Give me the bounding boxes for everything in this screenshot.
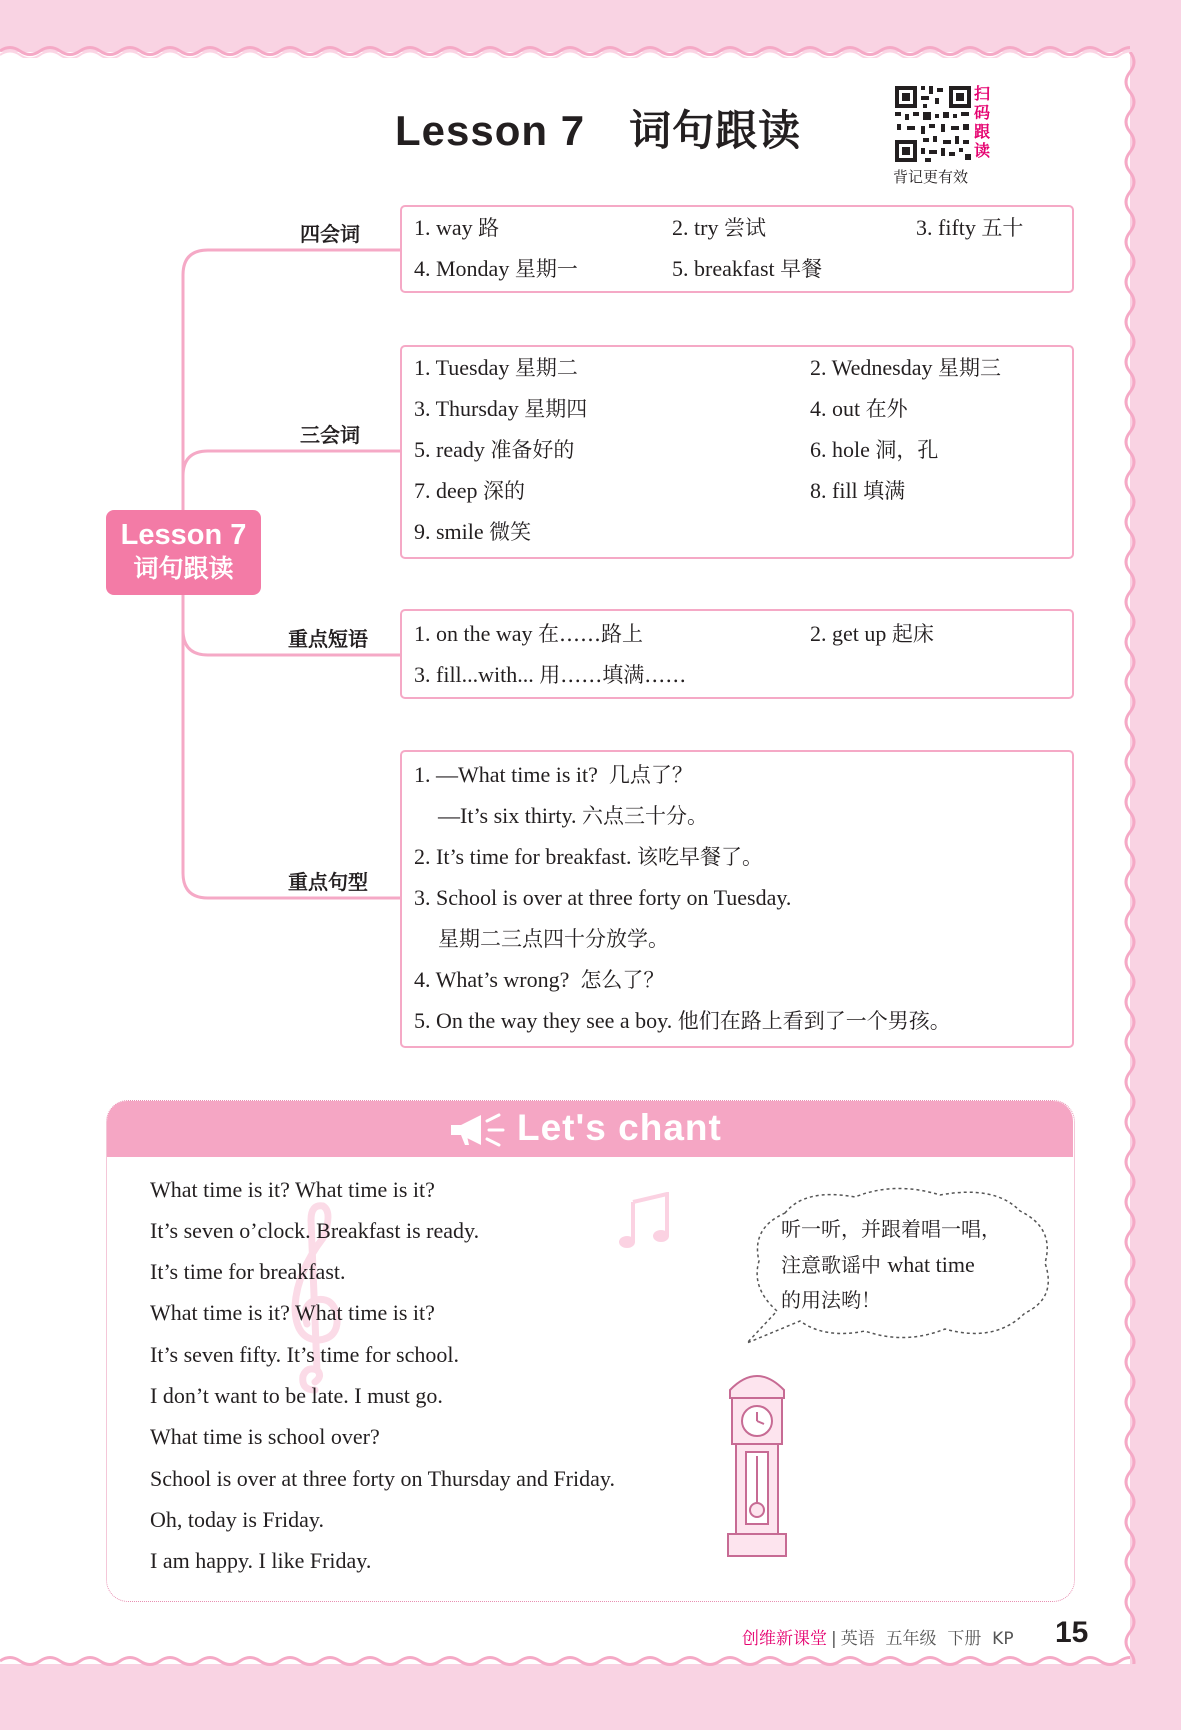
chant-line: What time is school over? [150, 1424, 380, 1449]
sentence-cn: 星期二三点四十分放学。 [438, 927, 669, 951]
vocab-en: 7. deep [414, 478, 478, 503]
vocab-en: 4. out [810, 396, 861, 421]
sentence-item [414, 965, 664, 995]
vocab-cn: 星期三 [937, 356, 1001, 380]
three-skill-box [400, 345, 1074, 559]
bubble-line: 听一听，并跟着唱一唱， [781, 1217, 1001, 1241]
sentence-cn: 六点三十分。 [582, 804, 709, 828]
vocab-item [414, 254, 578, 284]
phrase-item [414, 660, 686, 690]
vocab-en: 9. smile [414, 519, 484, 544]
megaphone-icon [447, 1111, 505, 1149]
footer-code: KP [992, 1629, 1014, 1649]
vocab-cn: 路 [478, 216, 500, 240]
phrase-item [810, 619, 934, 649]
center-node [106, 510, 261, 595]
sentence-item [438, 924, 669, 954]
chant-line: It’s seven o’clock. Breakfast is ready. [150, 1218, 480, 1243]
vocab-cn: 深的 [483, 479, 526, 503]
footer-brand: 创维新课堂 [742, 1629, 827, 1649]
vocab-en: 2. try [672, 215, 719, 240]
sentence-en: 3. School is over at three forty on Tuesday. [414, 885, 792, 910]
vocab-item [414, 213, 499, 243]
page-title [395, 98, 801, 158]
label-three-skill: 三会词 [300, 423, 360, 447]
center-node-line1: Lesson 7 [120, 519, 247, 551]
sentence-item [414, 883, 791, 913]
title-cn: 词句跟读 [629, 107, 802, 154]
chant-line: What time is it? What time is it? [150, 1300, 435, 1325]
vocab-item [810, 353, 1001, 383]
sentence-cn: 怎么了？ [580, 968, 665, 992]
vocab-en: 8. fill [810, 478, 858, 503]
phrases-box [400, 609, 1074, 699]
vocab-cn: 星期一 [514, 257, 578, 281]
sentence-cn: 该吃早餐了。 [637, 845, 763, 869]
phrase-cn: 在……路上 [538, 622, 644, 646]
vocab-item [414, 476, 525, 506]
vocab-cn: 填满 [863, 479, 906, 503]
vocab-en: 5. breakfast [672, 256, 775, 281]
vocab-cn: 星期四 [524, 397, 588, 421]
qr-side-char: 读 [974, 141, 991, 160]
bubble-line-cn: 注意歌谣中 [781, 1253, 881, 1277]
label-sentences: 重点句型 [288, 870, 368, 894]
vocab-cn: 洞，孔 [875, 438, 939, 462]
sentence-en: 1. —What time is it? [414, 762, 598, 787]
title-lesson: Lesson 7 [395, 107, 586, 154]
sentence-item [438, 801, 708, 831]
phrase-item [414, 619, 643, 649]
phrase-cn: 用……填满…… [539, 663, 687, 687]
chant-line: I don’t want to be late. I must go. [150, 1383, 443, 1408]
sentence-en: —It’s six thirty. [438, 803, 577, 828]
chant-line: It’s time for breakfast. [150, 1259, 346, 1284]
vocab-cn: 微笑 [489, 520, 532, 544]
footer-separator: | [831, 1629, 837, 1649]
phrase-en: 1. on the way [414, 621, 533, 646]
footer-term: 下册 [947, 1629, 982, 1649]
chant-line: It’s seven fifty. It’s time for school. [150, 1342, 459, 1367]
center-node-line2: 词句跟读 [133, 554, 234, 583]
chant-line: What time is it? What time is it? [150, 1177, 435, 1202]
phrase-en: 2. get up [810, 621, 887, 646]
vocab-item [414, 435, 574, 465]
sentence-en: 4. What’s wrong? [414, 967, 570, 992]
vocab-en: 1. Tuesday [414, 355, 510, 380]
page-footer [742, 1624, 1014, 1649]
qr-code-icon[interactable] [893, 84, 973, 164]
sentence-cn: 几点了？ [608, 763, 693, 787]
vocab-en: 3. fifty [916, 215, 976, 240]
vocab-en: 6. hole [810, 437, 870, 462]
vocab-item [810, 394, 908, 424]
top-wavy-border [0, 44, 1130, 58]
footer-subject: 英语 [840, 1629, 875, 1649]
sentence-item [414, 1006, 951, 1036]
vocab-en: 1. way [414, 215, 473, 240]
qr-side-char: 码 [974, 103, 991, 122]
phrase-cn: 起床 [891, 622, 934, 646]
vocab-en: 3. Thursday [414, 396, 519, 421]
sentence-en: 2. It’s time for breakfast. [414, 844, 632, 869]
vocab-item [414, 394, 587, 424]
bubble-text [781, 1212, 1046, 1318]
sentence-item [414, 842, 763, 872]
sentence-cn: 他们在路上看到了一个男孩。 [677, 1009, 951, 1033]
vocab-item [672, 213, 766, 243]
vocab-en: 4. Monday [414, 256, 510, 281]
vocab-cn: 早餐 [780, 257, 823, 281]
chant-title: Let's chant [517, 1107, 722, 1148]
label-four-skill: 四会词 [300, 222, 360, 246]
chant-line: Oh, today is Friday. [150, 1507, 324, 1532]
right-wavy-border [1122, 52, 1138, 1664]
vocab-item [414, 353, 578, 383]
page-number: 15 [1055, 1616, 1089, 1649]
four-skill-box [400, 205, 1074, 293]
phrase-en: 3. fill...with... [414, 662, 534, 687]
sentence-item [414, 760, 693, 790]
vocab-cn: 在外 [865, 397, 908, 421]
bubble-line: 的用法哟！ [781, 1288, 881, 1312]
vocab-item [414, 517, 531, 547]
grandfather-clock-icon [722, 1360, 792, 1560]
qr-caption: 背记更有效 [893, 168, 969, 186]
bubble-line [781, 1247, 1046, 1283]
vocab-cn: 准备好的 [490, 438, 575, 462]
vocab-en: 2. Wednesday [810, 355, 933, 380]
bubble-line-en: what time [887, 1252, 975, 1277]
bottom-wavy-border [0, 1654, 1130, 1668]
vocab-item [672, 254, 822, 284]
vocab-cn: 星期二 [514, 356, 578, 380]
music-note-icon [615, 1192, 675, 1252]
chant-line: I am happy. I like Friday. [150, 1548, 372, 1573]
vocab-item [810, 476, 905, 506]
chant-line: School is over at three forty on Thursday and Friday. [150, 1466, 615, 1491]
qr-side-label [974, 84, 996, 160]
qr-side-char: 跟 [974, 122, 991, 141]
chant-header [107, 1101, 1073, 1157]
vocab-cn: 五十 [981, 216, 1024, 240]
label-phrases: 重点短语 [288, 627, 368, 651]
sentences-box [400, 750, 1074, 1048]
vocab-item [810, 435, 938, 465]
sentence-en: 5. On the way they see a boy. [414, 1008, 673, 1033]
vocab-en: 5. ready [414, 437, 485, 462]
vocab-item [916, 213, 1023, 243]
qr-side-char: 扫 [974, 84, 991, 103]
vocab-cn: 尝试 [723, 216, 766, 240]
footer-grade: 五年级 [885, 1629, 937, 1649]
